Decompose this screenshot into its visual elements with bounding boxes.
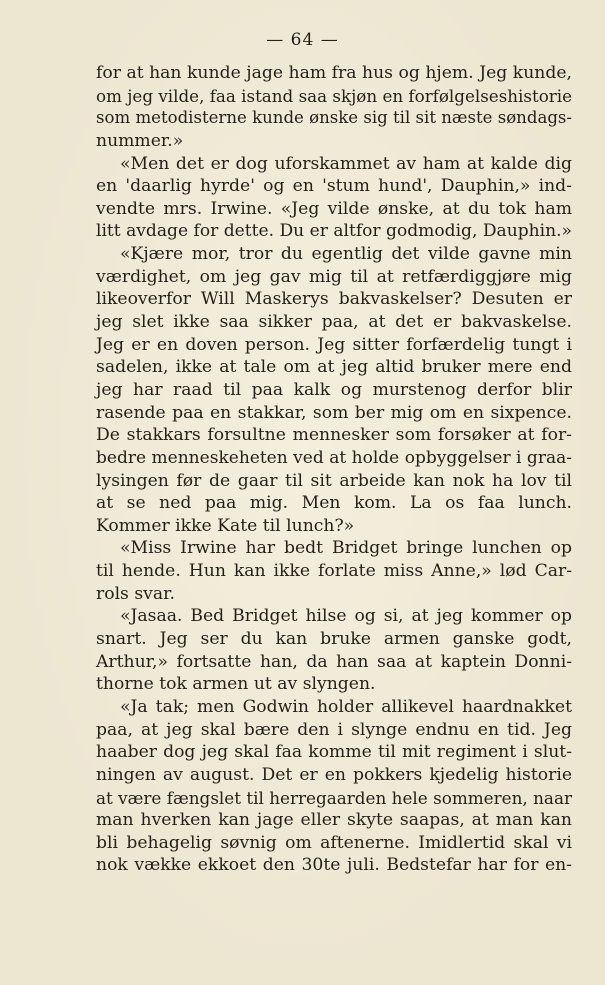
text-line: at være fængslet til herregaarden hele sommeren, naar bbox=[96, 787, 572, 808]
page-number: — 64 — bbox=[266, 30, 339, 50]
text-line: nummer.» bbox=[96, 130, 184, 151]
text-line: jeg har raad til paa kalk og murstenog derfor blir bbox=[96, 379, 572, 400]
text-line: paa, at jeg skal bære den i slynge endnu en tid. Jeg bbox=[96, 719, 572, 740]
text-line: til hende. Hun kan ikke forlate miss Anne,» lød Car- bbox=[96, 561, 572, 582]
body-text bbox=[96, 62, 572, 877]
text-line: ningen av august. Det er en pokkers kjedelig historie bbox=[96, 764, 572, 785]
text-line: «Ja tak; men Godwin holder allikevel haardnakket bbox=[120, 696, 572, 717]
text-line: vendte mrs. Irwine. «Jeg vilde ønske, at du tok ham bbox=[96, 198, 572, 219]
text-line: som metodisterne kunde ønske sig til sit næste søndags- bbox=[96, 108, 573, 128]
text-line: bedre menneskeheten ved at holde opbyggelser i graa- bbox=[96, 447, 572, 468]
text-line: om jeg vilde, faa istand saa skjøn en forfølgelseshistorie bbox=[96, 85, 572, 106]
text-line: «Jasaa. Bed Bridget hilse og si, at jeg kommer op bbox=[120, 606, 572, 627]
text-line: litt avdage for dette. Du er altfor godmodig, Dauphin.» bbox=[96, 221, 572, 242]
text-line: man hverken kan jage eller skyte saapas, at man kan bbox=[96, 810, 572, 831]
text-line: thorne tok armen ut av slyngen. bbox=[96, 674, 376, 695]
text-line: snart. Jeg ser du kan bruke armen ganske godt, bbox=[96, 629, 572, 650]
text-line: en 'daarlig hyrde' og en 'stum hund', Dauphin,» ind- bbox=[96, 176, 572, 197]
text-line: lysingen før de gaar til sit arbeide kan nok ha lov til bbox=[96, 470, 572, 491]
text-line: sadelen, ikke at tale om at jeg altid bruker mere end bbox=[96, 357, 572, 378]
text-line: rasende paa en stakkar, som ber mig om en sixpence. bbox=[96, 402, 572, 423]
text-line: Kommer ikke Kate til lunch?» bbox=[96, 515, 355, 536]
text-line: Jeg er en doven person. Jeg sitter forfærdelig tungt i bbox=[96, 334, 572, 355]
text-line: Arthur,» fortsatte han, da han saa at kaptein Donni- bbox=[96, 651, 572, 672]
text-line: nok vække ekkoet den 30te juli. Bedstefar har for en- bbox=[96, 855, 572, 876]
text-line: likeoverfor Will Maskerys bakvaskelser? Desuten er bbox=[96, 289, 572, 310]
text-line: «Men det er dog uforskammet av ham at kalde dig bbox=[120, 153, 572, 174]
text-line: haaber dog jeg skal faa komme til mit regiment i slut- bbox=[96, 742, 572, 763]
text-line: værdighet, om jeg gav mig til at retfærdiggjøre mig bbox=[96, 266, 572, 287]
text-line: for at han kunde jage ham fra hus og hjem. Jeg kunde, bbox=[96, 63, 572, 83]
text-line: bli behagelig søvnig om aftenerne. Imidlertid skal vi bbox=[96, 832, 572, 853]
text-line: «Miss Irwine har bedt Bridget bringe lunchen op bbox=[120, 538, 572, 559]
text-line: «Kjære mor, tror du egentlig det vilde gavne min bbox=[120, 244, 572, 265]
text-line: rols svar. bbox=[96, 583, 175, 604]
text-line: jeg slet ikke saa sikker paa, at det er bakvaskelse. bbox=[96, 312, 572, 333]
text-line: De stakkars forsultne mennesker som forsøker at for- bbox=[96, 425, 572, 446]
text-line: at se ned paa mig. Men kom. La os faa lunch. bbox=[96, 493, 572, 514]
